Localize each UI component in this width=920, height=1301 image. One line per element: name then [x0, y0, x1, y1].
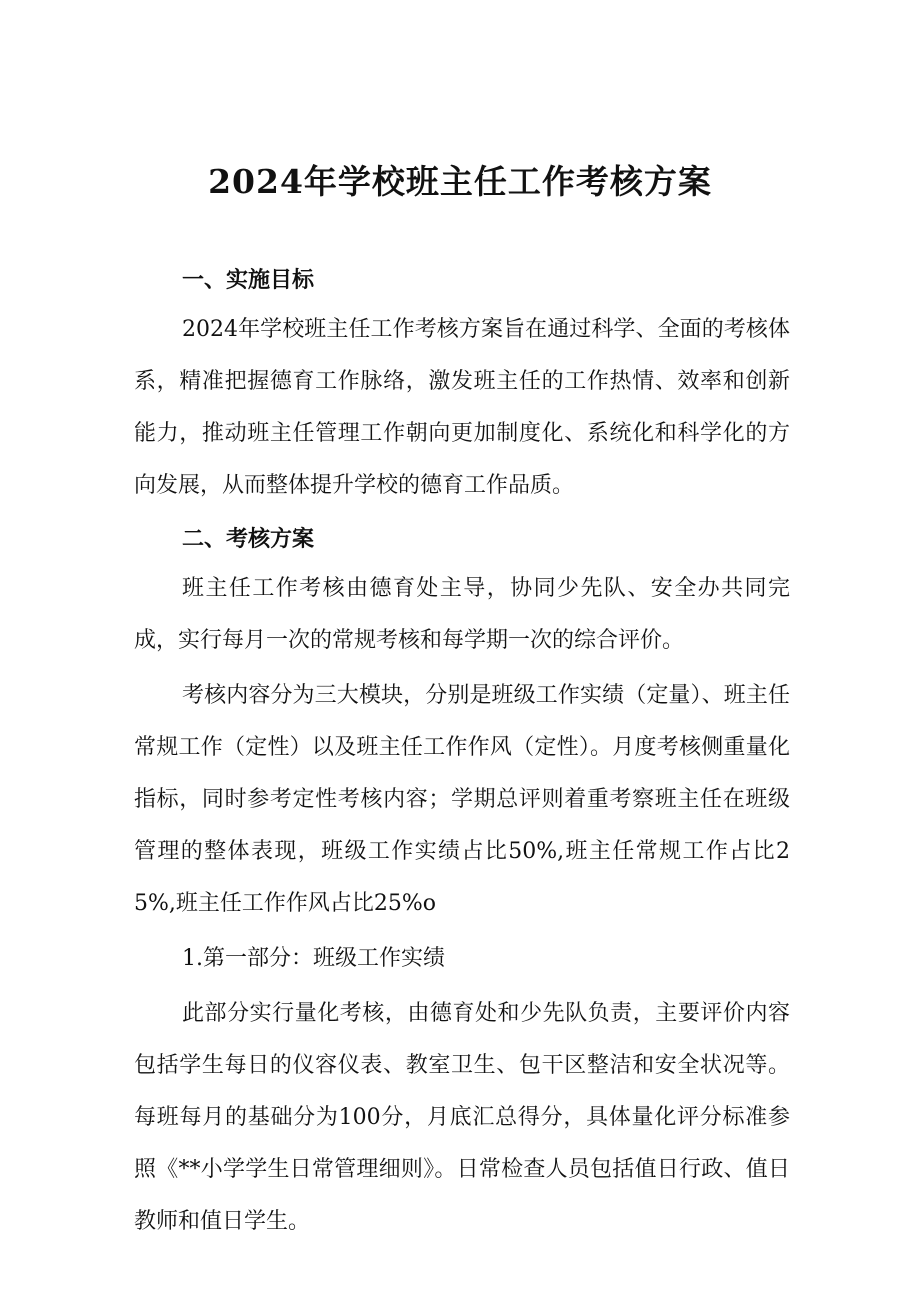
section-heading-goals: 一、实施目标: [182, 267, 315, 293]
paragraph-plan-modules: 考核内容分为三大模块，分别是班级工作实绩（定量）、班主任常规工作（定性）以及班主任工作作风（定性）。月度考核侧重量化指标，同时参考定性考核内容；学期总评则着重考察班主任在班级管理的整体表现，班级工作实绩占比50%,班主任常规工作占比25%,班主任工作作风占比25%o: [134, 683, 790, 916]
paragraph-part-one: 此部分实行量化考核，由德育处和少先队负责，主要评价内容包括学生每日的仪容仪表、教室卫生、包干区整洁和安全状况等。每班每月的基础分为100分，月底汇总得分，具体量化评分标准参照《**小学学生日常管理细则》。日常检查人员包括值日行政、值日教师和值日学生。: [134, 1001, 790, 1234]
subsection-heading-part-one: 1.第一部分：班级工作实绩: [182, 946, 445, 971]
paragraph-plan-overview: 班主任工作考核由德育处主导，协同少先队、安全办共同完成，实行每月一次的常规考核和每学期一次的综合评价。: [134, 576, 790, 653]
paragraph-goals: 2024年学校班主任工作考核方案旨在通过科学、全面的考核体系，精准把握德育工作脉络，激发班主任的工作热情、效率和创新能力，推动班主任管理工作朝向更加制度化、系统化和科学化的方向发展，从而整体提升学校的德育工作品质。: [134, 317, 790, 498]
section-heading-plan: 二、考核方案: [182, 526, 315, 552]
document-body: [134, 256, 790, 1251]
document-title: 2024年学校班主任工作考核方案: [208, 162, 712, 201]
